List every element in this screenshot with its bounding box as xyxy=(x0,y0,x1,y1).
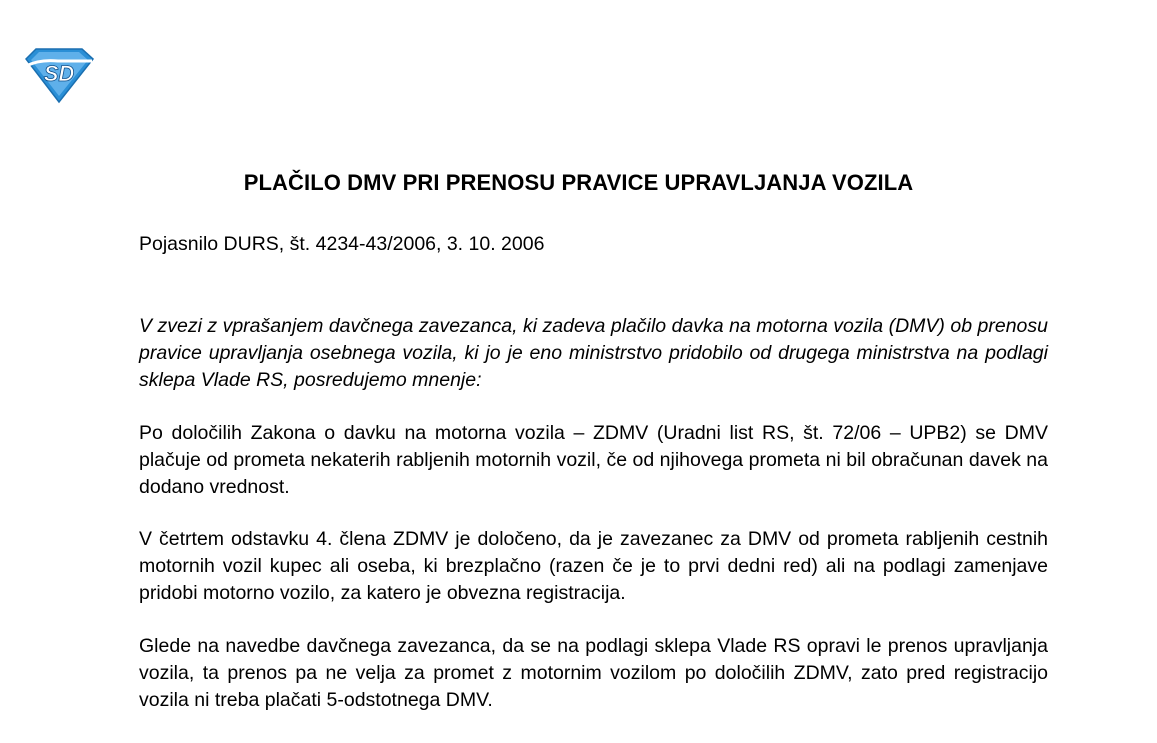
paragraph-conclusion: Glede na navedbe davčnega zavezanca, da se na podlagi sklepa Vlade RS opravi le prenos upravljanja vozila, ta prenos pa ne velja za promet z motornim vozilom po določilih ZDMV, zato pred registracijo vozila ni treba plačati 5-odstotnega DMV. xyxy=(139,635,1048,711)
document-subtitle: Pojasnilo DURS, št. 4234-43/2006, 3. 10. 2006 xyxy=(139,233,545,255)
sd-shield-logo-icon xyxy=(22,46,96,104)
paragraph-intro: V zvezi z vprašanjem davčnega zavezanca, ki zadeva plačilo davka na motorna vozila (DMV) ob prenosu pravice upravljanja osebnega vozila, ki jo je eno ministrstvo pridobilo od drugega ministrstva na podlagi sklepa Vlade RS, posredujemo mnenje: xyxy=(139,315,1048,391)
svg-text:SD: SD xyxy=(43,61,75,86)
paragraph-article-4: V četrtem odstavku 4. člena ZDMV je določeno, da je zavezanec za DMV od prometa rabljenih cestnih motornih vozil kupec ali oseba, ki brezplačno (razen če je to prvi dedni red) ali na podlagi zamenjave pridobi motorno vozilo, za katero je obvezna registracija. xyxy=(139,528,1048,604)
document-title: PLAČILO DMV PRI PRENOSU PRAVICE UPRAVLJANJA VOZILA xyxy=(243,170,914,195)
paragraph-legal-basis: Po določilih Zakona o davku na motorna vozila – ZDMV (Uradni list RS, št. 72/06 – UPB2) se DMV plačuje od prometa nekaterih rabljenih motornih vozil, če od njihovega prometa ni bil obračunan davek na dodano vrednost. xyxy=(139,422,1048,498)
